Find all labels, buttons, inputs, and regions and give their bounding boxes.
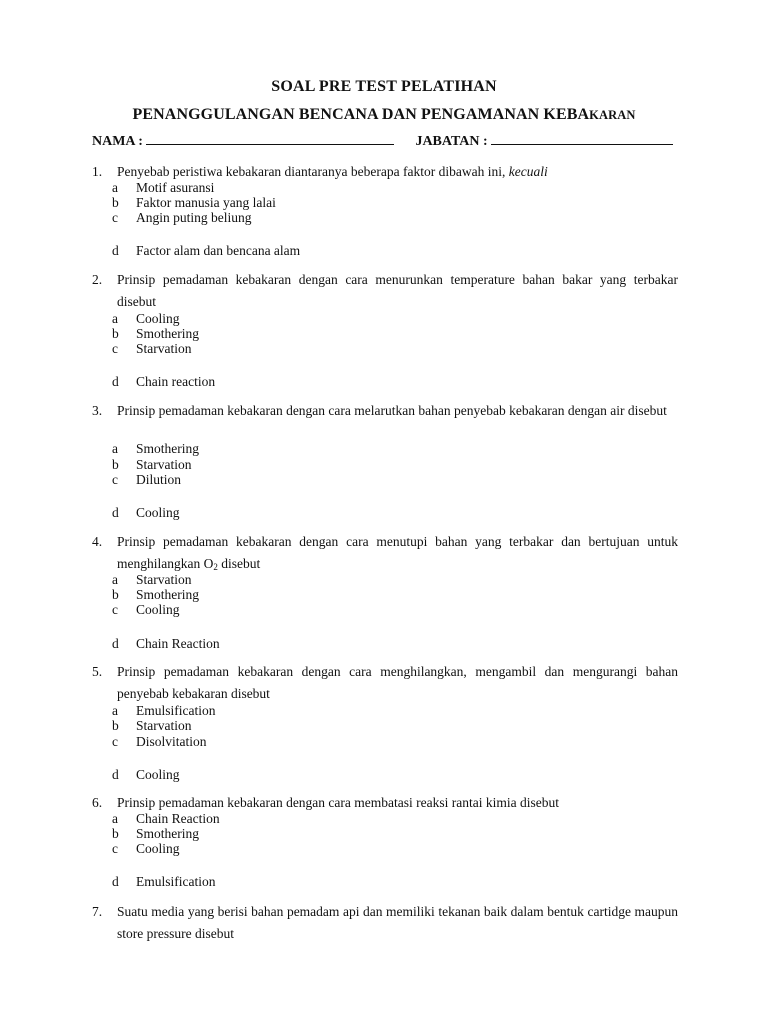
identity-fields <box>92 130 682 150</box>
option-a[interactable] <box>112 811 220 827</box>
option-letter: c <box>112 734 118 749</box>
option-b[interactable] <box>112 195 276 211</box>
option-text: Starvation <box>136 457 192 472</box>
option-letter: c <box>112 341 118 356</box>
option-letter: a <box>112 811 118 826</box>
option-text: Cooling <box>136 841 180 856</box>
option-text: Chain Reaction <box>136 811 220 826</box>
option-letter: b <box>112 326 119 341</box>
document-subtitle <box>0 106 768 124</box>
option-letter: d <box>112 374 119 389</box>
option-letter: d <box>112 243 119 258</box>
option-text: Starvation <box>136 718 192 733</box>
option-text: Cooling <box>136 505 180 520</box>
option-text: Motif asuransi <box>136 180 215 195</box>
option-c[interactable] <box>112 210 252 226</box>
option-letter: c <box>112 602 118 617</box>
option-b[interactable] <box>112 587 199 603</box>
question-stem: Suatu media yang berisi bahan pemadam api dan memiliki tekanan baik dalam bentuk cartidge maupun store pressure disebut <box>117 904 678 941</box>
option-text: Faktor manusia yang lalai <box>136 195 276 210</box>
stem-text: Penyebab peristiwa kebakaran diantaranya beberapa faktor dibawah ini, <box>117 164 506 179</box>
option-d[interactable] <box>112 374 215 390</box>
option-b[interactable] <box>112 457 192 473</box>
option-a[interactable] <box>112 572 192 588</box>
nama-field[interactable] <box>146 130 394 145</box>
option-letter: d <box>112 767 119 782</box>
option-c[interactable] <box>112 341 192 357</box>
option-letter: b <box>112 718 119 733</box>
option-d[interactable] <box>112 874 215 890</box>
question-stem: Prinsip pemadaman kebakaran dengan cara menghilangkan, mengambil dan mengurangi bahan penyebab kebakaran disebut <box>117 664 678 701</box>
stem-text-end: disebut <box>217 556 261 571</box>
option-text: Starvation <box>136 572 192 587</box>
option-text: Chain reaction <box>136 374 216 389</box>
question-stem: Prinsip pemadaman kebakaran dengan cara membatasi reaksi rantai kimia disebut <box>117 795 559 810</box>
option-d[interactable] <box>112 767 180 783</box>
option-letter: a <box>112 703 118 718</box>
option-text: Dilution <box>136 472 182 487</box>
option-text: Disolvitation <box>136 734 207 749</box>
option-b[interactable] <box>112 718 192 734</box>
option-letter: b <box>112 587 119 602</box>
option-letter: c <box>112 472 118 487</box>
option-text: Smothering <box>136 326 199 341</box>
option-c[interactable] <box>112 841 180 857</box>
stem-italic: kecuali <box>508 164 548 179</box>
option-a[interactable] <box>112 180 214 196</box>
option-letter: c <box>112 210 118 225</box>
option-text: Factor alam dan bencana alam <box>136 243 301 258</box>
jabatan-field[interactable] <box>491 130 673 145</box>
option-letter: d <box>112 636 119 651</box>
option-c[interactable] <box>112 602 180 618</box>
option-letter: d <box>112 874 119 889</box>
question-number: 6. <box>92 795 103 810</box>
subtitle-main: PENANGGULANGAN BENCANA DAN PENGAMANAN KEBA <box>132 106 590 123</box>
question-number: 3. <box>92 403 103 418</box>
option-text: Emulsification <box>136 874 216 889</box>
jabatan-label: JABATAN : <box>415 134 488 149</box>
option-text: Cooling <box>136 602 180 617</box>
question-number: 7. <box>92 904 103 919</box>
question-stem <box>117 531 678 578</box>
option-a[interactable] <box>112 703 215 719</box>
question-stem: Prinsip pemadaman kebakaran dengan cara menurunkan temperature bahan bakar yang terbakar disebut <box>117 272 678 309</box>
option-a[interactable] <box>112 441 199 457</box>
question-number: 5. <box>92 664 103 679</box>
option-d[interactable] <box>112 505 180 521</box>
option-text: Cooling <box>136 767 180 782</box>
question-number: 1. <box>92 164 103 179</box>
option-letter: b <box>112 826 119 841</box>
option-d[interactable] <box>112 636 220 652</box>
option-text: Smothering <box>136 587 199 602</box>
option-a[interactable] <box>112 311 180 327</box>
option-text: Chain Reaction <box>136 636 220 651</box>
option-text: Starvation <box>136 341 192 356</box>
option-text: Smothering <box>136 441 199 456</box>
document-title: SOAL PRE TEST PELATIHAN <box>271 78 497 95</box>
option-letter: b <box>112 195 119 210</box>
option-d[interactable] <box>112 243 300 259</box>
option-text: Emulsification <box>136 703 216 718</box>
option-letter: d <box>112 505 119 520</box>
option-letter: a <box>112 441 118 456</box>
option-b[interactable] <box>112 826 199 842</box>
question-stem: Prinsip pemadaman kebakaran dengan cara melarutkan bahan penyebab kebakaran dengan air disebut <box>117 403 667 418</box>
stem-subscript: 2 <box>213 562 218 572</box>
option-text: Angin puting beliung <box>136 210 252 225</box>
option-c[interactable] <box>112 472 181 488</box>
option-letter: c <box>112 841 118 856</box>
question-number: 4. <box>92 534 103 549</box>
nama-label: NAMA : <box>92 134 143 149</box>
subtitle-tail: KARAN <box>589 108 636 122</box>
question-number: 2. <box>92 272 103 287</box>
option-letter: b <box>112 457 119 472</box>
option-c[interactable] <box>112 734 207 750</box>
stem-text: Prinsip pemadaman kebakaran dengan cara menutupi bahan yang terbakar dan bertujuan untuk menghilangkan O <box>117 534 678 571</box>
option-text: Smothering <box>136 826 199 841</box>
option-letter: a <box>112 180 118 195</box>
option-b[interactable] <box>112 326 199 342</box>
option-letter: a <box>112 572 118 587</box>
option-text: Cooling <box>136 311 180 326</box>
option-letter: a <box>112 311 118 326</box>
